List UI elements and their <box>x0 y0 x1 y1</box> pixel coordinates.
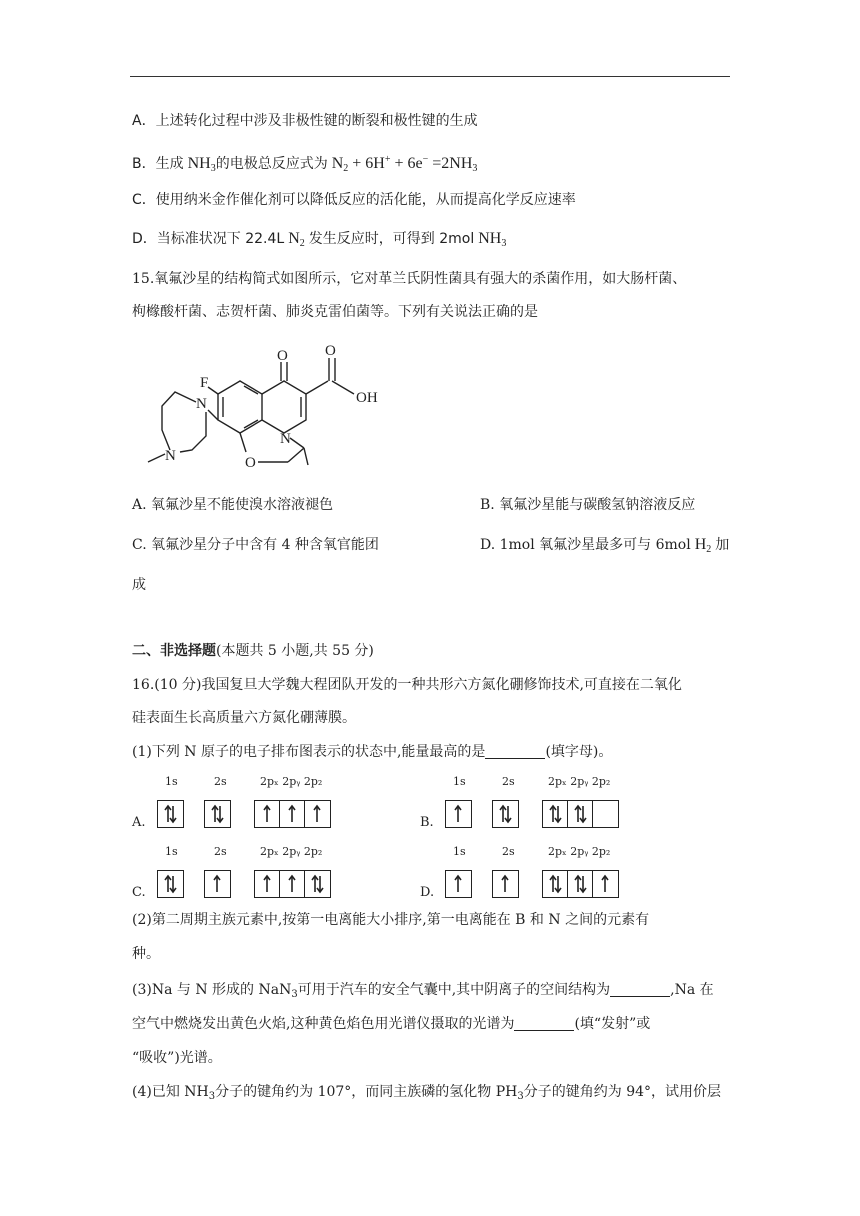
label-2p: 2pₓ 2pᵧ 2p₂ <box>548 775 611 788</box>
acid-oxygen: O <box>325 343 336 359</box>
label-2p: 2pₓ 2pᵧ 2p₂ <box>260 775 323 788</box>
label-1s: 1s <box>453 845 466 858</box>
q15-option-c: C. 氧氟沙星分子中含有 4 种含氧官能团 <box>132 537 379 553</box>
q16-stem-line2: 硅表面生长高质量六方氮化硼薄膜。 <box>132 710 356 726</box>
ring-oxygen: O <box>245 455 256 470</box>
answer-blank-3 <box>514 1016 574 1031</box>
methyl-nitrogen: N <box>165 448 176 464</box>
label-2p: 2pₓ 2pᵧ 2p₂ <box>260 845 323 858</box>
q15-option-d-wrap: 成 <box>132 577 146 593</box>
orbital-option-letter: D. <box>420 885 435 900</box>
q16-part4: (4)已知 $NH_3$分子的键角约为 107°，而同主族磷的氢化物 $PH_3$分子的键角约为 94°，试用价层 <box>132 1084 722 1102</box>
label-2s: 2s <box>214 775 227 788</box>
q14-option-a: A．上述转化过程中涉及非极性键的断裂和极性键的生成 <box>132 113 478 129</box>
q14-option-b: B．生成 $NH_3$的电极总反应式为 $N_2 + 6H^+ + 6e^- =2NH_3$ <box>132 154 478 174</box>
q16-part3-line1: (3)Na 与 N 形成的 NaN$_3$可用于汽车的安全气囊中,其中阴离子的空间结构为 ,Na 在 <box>132 982 714 1000</box>
orbital-2s-box <box>204 800 231 828</box>
label-1s: 1s <box>165 845 178 858</box>
q15-option-b: B. 氧氟沙星能与碳酸氢钠溶液反应 <box>480 497 696 513</box>
label-1s: 1s <box>453 775 466 788</box>
orbital-option-letter: A. <box>132 815 146 830</box>
acid-hydroxyl: OH <box>356 390 378 406</box>
q15-option-d: D. 1mol 氧氟沙星最多可与 6mol $H_2$ 加 <box>480 536 730 555</box>
q16-part1: (1)下列 N 原子的电子排布图表示的状态中,能量最高的是 (填字母)。 <box>132 744 613 760</box>
q16-part3-line2: 空气中燃烧发出黄色火焰,这种黄色焰色用光谱仪摄取的光谱为 (填“发射”或 <box>132 1016 651 1032</box>
ring-nitrogen: N <box>280 431 291 447</box>
orbital-1s-box <box>445 800 472 828</box>
orbital-2s-box <box>204 870 231 898</box>
q16-stem-line1: 16.(10 分)我国复旦大学魏大程团队开发的一种共形六方氮化硼修饰技术,可直接在二氧化 <box>132 677 682 693</box>
section-heading: 二、非选择题(本题共 5 小题,共 55 分) <box>132 643 374 659</box>
orbital-option-letter: C. <box>132 885 146 900</box>
ofloxacin-structure <box>140 340 420 470</box>
orbital-2p-box <box>254 870 331 898</box>
fluorine: F <box>200 375 209 391</box>
orbital-option-letter: B. <box>420 815 434 830</box>
ketone-oxygen: O <box>277 348 288 364</box>
orbital-2p-box <box>254 800 331 828</box>
label-2s: 2s <box>502 845 515 858</box>
q16-part2-line1: (2)第二周期主族元素中,按第一电离能大小排序,第一电离能在 B 和 N 之间的元素有 <box>132 912 650 928</box>
label-2s: 2s <box>502 775 515 788</box>
answer-blank-1 <box>485 744 545 759</box>
q14-option-c: C．使用纳米金作催化剂可以降低反应的活化能，从而提高化学反应速率 <box>132 192 576 208</box>
q14-option-d: D．当标准状况下 22.4L $N_2$ 发生反应时，可得到 2mol $NH_3$ <box>132 230 507 249</box>
q16-part2-line2: 种。 <box>132 946 160 962</box>
q15-stem-line2: 枸橼酸杆菌、志贺杆菌、肺炎克雷伯菌等。下列有关说法正确的是 <box>132 304 538 320</box>
orbital-1s-box <box>157 870 184 898</box>
label-1s: 1s <box>165 775 178 788</box>
orbital-2p-box <box>542 870 619 898</box>
header-rule <box>130 76 730 77</box>
label-2s: 2s <box>214 845 227 858</box>
answer-blank-2 <box>610 982 670 997</box>
orbital-2s-box <box>492 800 519 828</box>
q15-option-a: A. 氧氟沙星不能使溴水溶液褪色 <box>132 497 334 513</box>
q15-stem-line1: 15.氧氟沙星的结构简式如图所示，它对革兰氏阴性菌具有强大的杀菌作用，如大肠杆菌、 <box>132 271 687 287</box>
orbital-1s-box <box>157 800 184 828</box>
orbital-1s-box <box>445 870 472 898</box>
q16-part3-line3: “吸收”)光谱。 <box>132 1050 222 1066</box>
piperazine-nitrogen: N <box>196 396 207 412</box>
label-2p: 2pₓ 2pᵧ 2p₂ <box>548 845 611 858</box>
orbital-2p-box <box>542 800 619 828</box>
orbital-2s-box <box>492 870 519 898</box>
